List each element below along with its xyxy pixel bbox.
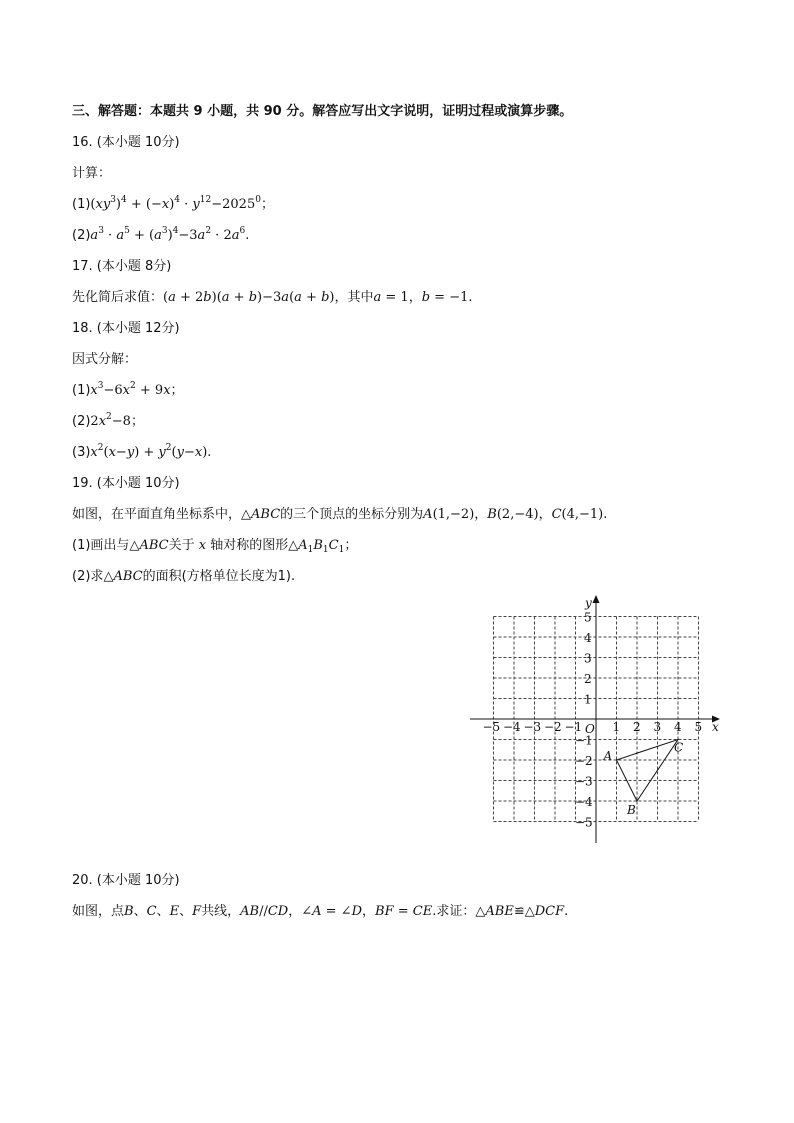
vertex-label-a: A — [603, 749, 613, 763]
problem-19-text: 如图，在平面直角坐标系中，△ABC的三个顶点的坐标分别为A(1,−2)，B(2,−4)，C(4,−1). — [72, 507, 608, 522]
x-tick-label: −1 — [564, 720, 583, 734]
problem-18-header: 18. (本小题 12分) — [72, 321, 180, 336]
x-tick-label: 3 — [653, 720, 662, 734]
item-label: (2) — [72, 228, 91, 243]
problem-16-header: 16. (本小题 10分) — [72, 135, 180, 150]
problem-18-item-2: $(2)2x^2-8$； — [72, 412, 144, 429]
x-tick-label: −5 — [482, 720, 501, 734]
problem-16-intro: 计算： — [72, 166, 112, 181]
tick-labels — [483, 611, 703, 830]
x-tick-label: 4 — [674, 720, 682, 734]
y-tick-label: −4 — [575, 795, 593, 809]
y-tick-label: 4 — [584, 631, 592, 645]
y-tick-label: 3 — [584, 651, 592, 666]
problem-19-item-2: (2)求△ABC的面积(方格单位长度为1). — [72, 569, 296, 584]
problem-17-text: 先化简后求值：(a + 2b)(a + b)−3a(a + b)，其中a = 1，b = −1. — [72, 290, 473, 305]
problem-19-item-1: (1)画出与△ABC关于 x 轴对称的图形$\triangle A_1B_1C_1$； — [72, 538, 358, 555]
vertex-label-c: C — [674, 740, 684, 755]
x-tick-label: −3 — [523, 720, 542, 734]
y-tick-label: −1 — [575, 733, 593, 748]
x-tick-label: −2 — [544, 720, 562, 734]
problem-17-header: 17. (本小题 8分) — [72, 259, 172, 274]
origin-label: O — [585, 722, 595, 736]
vertex-label-b: B — [627, 803, 636, 817]
x-tick-label: 5 — [694, 720, 703, 734]
problem-16-item-2: $(2)a^3 \cdot a^5 + (a^3)^4-3a^2 \cdot 2a^6$. — [72, 226, 250, 243]
x-axis-label: x — [712, 720, 719, 734]
problem-18-item-1: $(1)x^3-6x^2 + 9x$； — [72, 381, 184, 398]
problem-18-intro: 因式分解： — [72, 352, 138, 367]
problem-18-item-3: $(3)x^2(x-y) + y^2(y-x)$. — [72, 443, 212, 460]
y-tick-label: 1 — [584, 692, 592, 707]
problem-20-text: 如图，点B、C、E、F共线，AB//CD，∠A = ∠D，BF = CE.求证：△ABE≌△DCF. — [72, 904, 569, 919]
x-tick-label: 2 — [633, 720, 641, 734]
item-label: (1) — [72, 197, 91, 212]
y-tick-label: 5 — [584, 610, 592, 625]
triangle-edges — [617, 740, 679, 802]
y-tick-label: −2 — [575, 754, 593, 768]
axes — [470, 595, 720, 843]
y-tick-label: −5 — [575, 815, 593, 830]
y-axis-label: y — [585, 596, 592, 610]
section-header: 三、解答题：本题共 9 小题，共 90 分。解答应写出文字说明，证明过程或演算步骤。 — [72, 104, 573, 119]
problem-19-header: 19. (本小题 10分) — [72, 476, 180, 491]
triangle-abc — [603, 740, 684, 818]
y-tick-label: −3 — [575, 774, 593, 789]
problem-16-item-1: $(1)(xy^3)^4 + (-x)^4 \cdot y^{12}-2025^0$； — [72, 195, 274, 212]
y-tick-label: 2 — [584, 672, 592, 686]
item-tail: . — [245, 228, 250, 243]
x-tick-label: −4 — [503, 720, 521, 734]
coordinate-grid-figure — [470, 595, 730, 845]
x-tick-label: 1 — [612, 720, 621, 734]
item-tail: ； — [260, 197, 274, 212]
problem-20-header: 20. (本小题 10分) — [72, 873, 180, 888]
